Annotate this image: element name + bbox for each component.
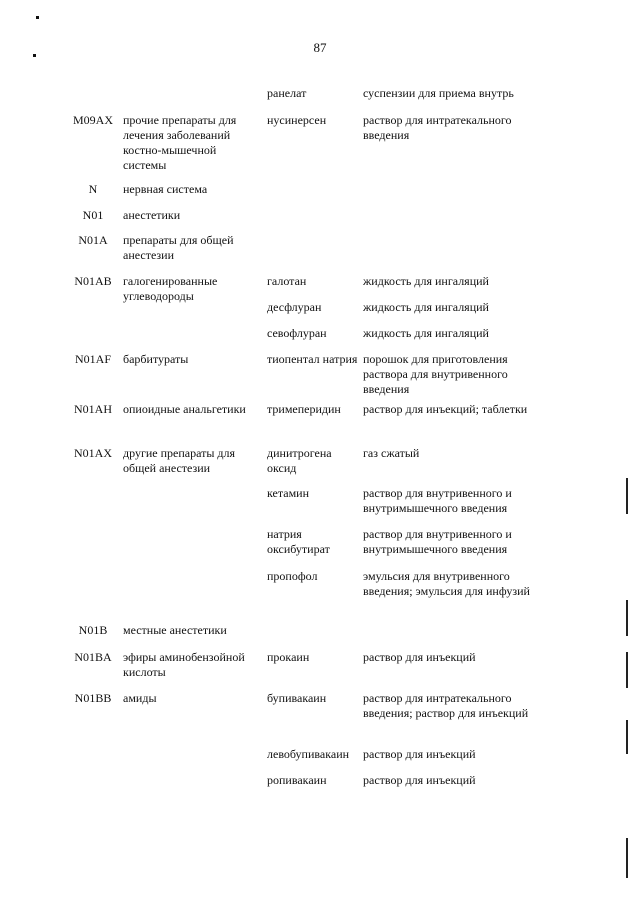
table-row [66,623,546,650]
atc-code: M09AX [72,113,113,127]
table-row [66,326,546,352]
dosage-form: жидкость для ингаляций [363,326,489,340]
table-row [66,691,546,747]
table-row [66,747,546,773]
dosage-form: раствор для инъекций [363,747,476,761]
group-name: галогенированные углеводороды [123,274,218,303]
drug-name: ранелат [267,86,307,100]
group-name: препараты для общей анестезии [123,233,234,262]
group-name: анестетики [123,208,181,222]
dosage-form: раствор для инъекций [363,650,476,664]
drug-name: галотан [267,274,307,288]
table-row [66,486,546,527]
group-name: амиды [123,691,157,705]
table-row [66,650,546,691]
dosage-form: раствор для инъекций [363,773,476,787]
dosage-form: раствор для внутривенного и внутримышечного введения [363,486,512,515]
table-row [66,113,546,182]
dosage-form: эмульсия для внутривенного введения; эмульсия для инфузий [363,569,530,598]
atc-code: N01AX [74,446,112,460]
atc-code: N01BA [74,650,112,664]
group-name: нервная система [123,182,208,196]
dosage-form: раствор для внутривенного и внутримышечного введения [363,527,512,556]
drug-name: ропивакаин [267,773,327,787]
atc-code: N01AB [74,274,112,288]
table-row [66,182,546,208]
table-row [66,402,546,446]
scan-edge-mark [626,652,628,688]
drug-name: прокаин [267,650,310,664]
scan-edge-mark [626,838,628,878]
drug-name: кетамин [267,486,310,500]
dosage-form: порошок для приготовления раствора для внутривенного введения [363,352,508,396]
scan-speck [33,54,36,57]
scan-edge-mark [626,600,628,636]
scan-edge-mark [626,720,628,754]
dosage-form: суспензии для приема внутрь [363,86,514,100]
atc-code: N01BB [74,691,112,705]
drug-name: динитрогена оксид [267,446,332,475]
table-row [66,527,546,569]
group-name: эфиры аминобензойной кислоты [123,650,245,679]
drug-name: бупивакаин [267,691,327,705]
table-row [66,274,546,303]
drug-name: натрия оксибутират [267,527,330,556]
group-name: местные анестетики [123,623,227,637]
drug-name: пропофол [267,569,318,583]
table-row [66,352,546,402]
table-row [66,86,546,113]
drug-name: нусинерсен [267,113,327,127]
drug-name: десфлуран [267,300,322,314]
table-row [66,569,546,623]
dosage-form: газ сжатый [363,446,420,460]
drug-name: севофлуран [267,326,327,340]
scan-edge-mark [626,478,628,514]
drug-name: тиопентал натрия [267,352,358,366]
group-name: барбитураты [123,352,189,366]
atc-code: N01 [82,208,104,222]
scan-speck [36,16,39,19]
table-row [66,300,546,326]
dosage-form: раствор для инъекций; таблетки [363,402,528,416]
medication-table [66,86,546,799]
drug-name: левобупивакаин [267,747,350,761]
table-row [66,773,546,799]
dosage-form: раствор для интратекального введения [363,113,512,142]
group-name: прочие препараты для лечения заболеваний костно-мышечной системы [123,113,237,172]
atc-code: N01B [78,623,108,637]
dosage-form: жидкость для ингаляций [363,274,489,288]
table-row [66,233,546,274]
drug-name: тримеперидин [267,402,341,416]
table-row [66,208,546,233]
atc-code: N01A [78,233,108,247]
atc-code: N01AF [74,352,111,366]
atc-code: N01AH [74,402,112,416]
table-row [66,446,546,486]
group-name: опиоидные анальгетики [123,402,246,416]
page-number: 87 [313,40,327,55]
atc-code: N [88,182,98,196]
dosage-form: жидкость для ингаляций [363,300,489,314]
group-name: другие препараты для общей анестезии [123,446,236,475]
dosage-form: раствор для интратекального введения; раствор для инъекций [363,691,529,720]
